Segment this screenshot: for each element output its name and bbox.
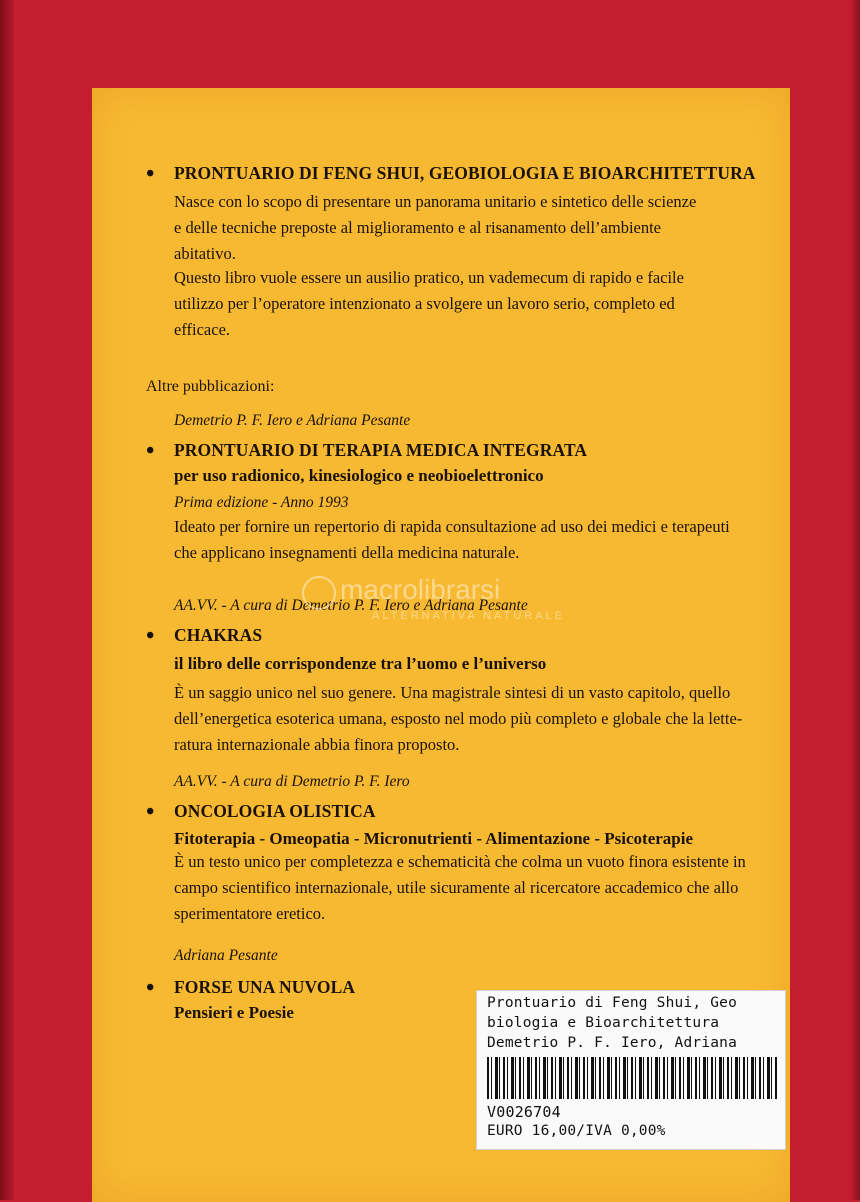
macrolibrarsi-watermark (302, 574, 632, 634)
watermark-name: macrolibrarsi (340, 574, 501, 605)
featured-paragraph-1: Nasce con lo scopo di presentare un panorama unitario e sintetico delle scienze e delle tecniche preposte al miglioramento e al risanamento dell’ambiente abitativo. (174, 192, 697, 263)
bullet-icon: • (146, 161, 155, 187)
publication-subtitle: Fitoterapia - Omeopatia - Micronutrienti - Alimentazione - Psicoterapie (174, 829, 694, 848)
publication-title: ONCOLOGIA OLISTICA (174, 801, 376, 821)
sticker-title-line-1: Prontuario di Feng Shui, Geo (487, 995, 738, 1011)
watermark-logo-icon (302, 576, 336, 610)
publication-author: AA.VV. - A cura di Demetrio P. F. Iero e Adriana Pesante (174, 597, 528, 614)
publication-title: CHAKRAS (174, 625, 263, 645)
publication-author: AA.VV. - A cura di Demetrio P. F. Iero (174, 773, 410, 790)
sticker-author-line: Demetrio P. F. Iero, Adriana (487, 1035, 738, 1051)
publication-edition: Prima edizione - Anno 1993 (174, 494, 349, 511)
publication-title: PRONTUARIO DI TERAPIA MEDICA INTEGRATA (174, 440, 588, 460)
publication-description: È un saggio unico nel suo genere. Una magistrale sintesi di un vasto capitolo, quello dell’energetica esoterica umana, esposto nel modo più completo e globale che la lette- ratura internazionale abbia finora proposto. (174, 683, 743, 754)
publication-subtitle: il libro delle corrispondenze tra l’uomo e l’universo (174, 654, 547, 673)
sticker-title-line-2: biologia e Bioarchitettura (487, 1015, 720, 1031)
price-sticker (476, 990, 786, 1150)
publication-subtitle: per uso radionico, kinesiologico e neobioelettronico (174, 466, 544, 485)
other-publications-label: Altre pubblicazioni: (146, 378, 275, 395)
publication-subtitle: Pensieri e Poesie (174, 1003, 294, 1022)
featured-paragraph-2: Questo libro vuole essere un ausilio pratico, un vademecum di rapido e facile utilizzo per l’operatore intenzionato a svolgere un lavoro serio, completo ed efficace. (174, 268, 684, 339)
publication-description: Ideato per fornire un repertorio di rapida consultazione ad uso dei medici e terapeuti che applicano insegnamenti della medicina naturale. (174, 517, 730, 562)
sticker-price: EURO 16,00/IVA 0,00% (487, 1123, 666, 1139)
publication-description: È un testo unico per completezza e schematicità che colma un vuoto finora esistente in campo scientifico internazionale, utile sicuramente al ricercatore accademico che allo sperimentatore eretico. (174, 852, 746, 923)
barcode (487, 1057, 777, 1099)
publication-title: FORSE UNA NUVOLA (174, 977, 356, 997)
bullet-icon: • (146, 799, 155, 825)
bullet-icon: • (146, 438, 155, 464)
sticker-code: V0026704 (487, 1103, 561, 1121)
publication-author: Adriana Pesante (174, 947, 278, 964)
featured-title: PRONTUARIO DI FENG SHUI, GEOBIOLOGIA E BIOARCHITETTURA (174, 163, 756, 183)
publication-author: Demetrio P. F. Iero e Adriana Pesante (174, 412, 411, 429)
watermark-tagline: ALTERNATIVA NATURALE (372, 610, 566, 622)
bullet-icon: • (146, 975, 155, 1001)
bullet-icon: • (146, 623, 155, 649)
